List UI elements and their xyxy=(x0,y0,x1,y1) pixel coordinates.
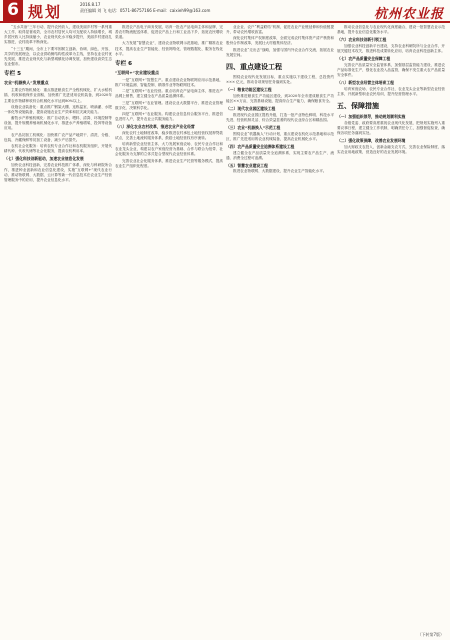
paragraph: 加快农业科技创新，完善农业科技推广体系，深化与科研院所合作，推进种业创新和农业信息化建设，实施“互联网+”现代农业行动，推动物联网、大数据、云计算等新一代信息技术在农业生产经营管理服务中的应用，提升农业信息化水平。 xyxy=(4,162,112,183)
paragraph: 四是“互联网+”农业服务。构建农业信息综合服务平台，推进信息进村入户，提升农业公共服务能力。 xyxy=(115,111,223,122)
box-title: 专栏 5 xyxy=(4,71,22,78)
section-heading: （八）新型农业经营主体培育工程 xyxy=(337,80,394,86)
section-heading: （四）农产品质量安全追溯体系建设工程 xyxy=(226,143,295,149)
section-heading: （七）强化科技创新驱动，加速农业信息化发展 xyxy=(4,156,84,162)
chapter-heading: 五、保障措施 xyxy=(337,102,379,111)
paragraph: 推进农产品电子商务发展，培育一批农产品电商主体和品牌，完善农村物流配送体系，促进农产品上行和工业品下乡，拓宽农民增收渠道。 xyxy=(115,25,223,40)
paragraph: 业企业、农户“利益联结”机制，促进农业产业链延伸和价值链提升，带动农民增收致富。 xyxy=(226,25,334,35)
section-title: 规划 xyxy=(28,3,63,21)
paragraph: 推动农业信息化与农业现代化深度融合，建设一批智慧农业示范基地，提升农业信息化服务水平。 xyxy=(337,25,445,35)
box-title: 专栏 6 xyxy=(115,60,133,67)
section-heading: （二）现代农业园区建设工程 xyxy=(226,106,276,112)
contact-line: 电话：0571-86757166 E-mail：caixieh99@163.com xyxy=(107,8,211,13)
paragraph: 加大财政支农投入，创新金融支农方式，完善农业保险制度，落实农业用地政策，营造良好的农业发展环境。 xyxy=(337,144,445,154)
paragraph: 加强农业科技创新平台建设，支持农业科研院所与企业合作，开展关键技术攻关，推进科技成果转化应用，培育农业科技创新主体。 xyxy=(337,43,445,54)
paragraph: 建立健全农产品质量安全追溯体系，实现主要农产品生产、流通、消费全过程可追溯。 xyxy=(226,150,334,160)
paragraph: 围绕农业现代化发展目标，重点实施以下建设工程，总投资约 ××× 亿元，推动各项规划任务落到实处。 xyxy=(226,74,334,85)
section-heading: （一）加强组织领导，推动规划顺利实施 xyxy=(337,114,406,120)
paragraph: 培育家庭农场、农民专业合作社、农业龙头企业等新型农业经营主体，开展新型职业农民培训，提升经营管理水平。 xyxy=(337,86,445,97)
column-3 xyxy=(226,25,334,633)
column-4 xyxy=(337,25,445,633)
paragraph: “五水共治”三年行动，提升农民收入，建设美丽乡村等一系列重大工作，取得显著成效，全市农村居民人均可支配收入持续增长，城乡居民收入比持续缩小，农业现代化水平稳步提升，美丽乡村建设扎实推进，农村改革不断深化。 xyxy=(4,25,112,45)
paragraph: 围绕农业“机器换人”行动计划，重点建设农机化示范基地和示范区，推广先进适用的农业机械装备，提高农业机械化水平。 xyxy=(226,131,334,141)
paragraph: 三是“互联网+”农业管理。建设农业大数据平台，推进农业管理数字化、决策科学化。 xyxy=(115,100,223,110)
paragraph: 推进农业物联网、大数据建设，提升农业生产智能化水平。 xyxy=(233,169,327,174)
paragraph: 完善农业社会化服务体系，推进农业生产托管等服务模式，提高农业生产组织化程度。 xyxy=(115,158,223,168)
paragraph: 加快推进粮食生产功能区建设，到2020年全市建成粮食生产功能区××万亩，完善基础设施，提高综合生产能力，确保粮食安全。 xyxy=(226,93,334,103)
paragraph: 主要农作物机械化：重点推进粮食生产全程机械化，扩大水稻机插、机收和植保作业面积，加快推广先进适用农机装备，到2020年主要农作物耕种收综合机械化水平达到80%以上。 xyxy=(4,88,112,103)
section-heading: （六）农业科技创新引领工程 xyxy=(337,37,387,43)
section-heading: （二）强化政策保障，改善农业发展环境 xyxy=(337,138,406,144)
section-heading: （八）深化农业农村改革，推进农业产业化经营 xyxy=(115,124,195,130)
article-columns xyxy=(4,25,446,633)
continued-note: （下转第7版） xyxy=(417,632,444,637)
column-1 xyxy=(4,25,112,633)
paragraph: 大力发展“智慧农业”，建设农业物联网示范基地，推广精准农业技术，提高农业生产智能化、经营网络化、管理数据化、服务在线化水平。 xyxy=(115,41,223,56)
paragraph: 农机社会化服务：培育农机专业合作社和农机服务组织，开展代耕代种、代收代储等社会化服务，提高农机利用率。 xyxy=(4,143,112,153)
chapter-heading: 四、重点建设工程 xyxy=(226,62,282,71)
paragraph: 深化农村土地制度改革，稳步推进农村承包土地经营权抵押贷款试点，完善土地流转服务体系，鼓励土地经营权有序流转。 xyxy=(115,130,223,140)
box-subtitle: “互联网+”农业建设重点 xyxy=(115,69,159,75)
paragraph: 培育新型农业经营主体，大力发展家庭农场、农民专业合作社和农业龙头企业，构建以农户家庭经营为基础、合作与联合为纽带、社会化服务为支撑的立体式复合型现代农业经营体系。 xyxy=(115,142,223,157)
paragraph: 畜牧水产养殖机械化：推广自动饮水、喂料、清粪、环境控制等设备，提升规模养殖场机械化水平，推进水产养殖增氧、投饵等设备应用。 xyxy=(4,116,112,131)
paragraph: 推进现代农业园区提档升级，打造一批产业特色鲜明、科技水平先进、经营机制灵活、综合效益显著的现代农业综合区和精品园。 xyxy=(226,112,334,122)
paragraph: 深化农村集体产权制度改革，全面完成农村集体资产清产核资和股份合作制改革，发展壮大村级集体经济。 xyxy=(226,36,334,46)
issue-date: 2016.8.17 xyxy=(80,2,101,7)
section-heading: （七）农产品质量安全保障工程 xyxy=(337,56,391,62)
paragraph: 二是“互联网+”农业经营。重点培育农产品电商主体，推进农产品网上销售，建立健全农产品质量追溯体系。 xyxy=(115,89,223,99)
paragraph: 一是“互联网+”智慧生产。重点建设农业物联网应用示范基地，推广环境监测、智能控制、精准作业等物联网技术。 xyxy=(115,77,223,88)
column-2 xyxy=(115,25,223,633)
masthead xyxy=(0,0,450,23)
paragraph: 农产品初加工机械化：加快推广农产品产地烘干、清洗、分级、包装、冷藏保鲜等初加工设备，减少产后损失。 xyxy=(4,132,112,142)
section-heading: （五）智慧农业建设工程 xyxy=(226,162,268,168)
masthead-meta xyxy=(80,2,210,14)
box-subtitle: 农业“机器换人”发展重点 xyxy=(4,80,49,86)
paragraph: 各级党委、政府要高度重视农业现代化发展，把规划实施列入重要议事日程，建立健全工作机制，明确责任分工，加强督促检查，确保各项任务落到实处。 xyxy=(337,120,445,136)
paragraph: “十三五”期间，全市上下要牢固树立创新、协调、绿色、开放、共享的发展理念，以农业供给侧结构性改革为主线，坚持农业农村优先发展，推进农业现代化与新型城镇化协调发展，加快建设高效生态农业强市。 xyxy=(4,46,112,67)
paragraph: 推进农业“走出去”战略，加强与国内外农业合作交流，拓展农业发展空间。 xyxy=(226,47,334,57)
paper-name: 杭州农业报 xyxy=(373,7,444,22)
editor-line: 责任编辑 刘 飞 xyxy=(80,8,107,13)
paragraph: 完善农产品质量安全监管体系，加强基层监管能力建设，推进农产品标准化生产，强化农业投入品监管，确保不发生重大农产品质量安全事件。 xyxy=(337,62,445,78)
section-heading: （一）粮食功能区建设工程 xyxy=(226,87,272,93)
section-heading: （三）农业“机器换人”示范工程 xyxy=(226,125,281,131)
paragraph: 设施农业装备化：重点推广钢架大棚、连栋温室、喷滴灌、水肥一体化等设施装备，提高设施农业生产效率和抗灾减灾能力。 xyxy=(4,104,112,114)
page-number: 6 xyxy=(3,0,23,21)
